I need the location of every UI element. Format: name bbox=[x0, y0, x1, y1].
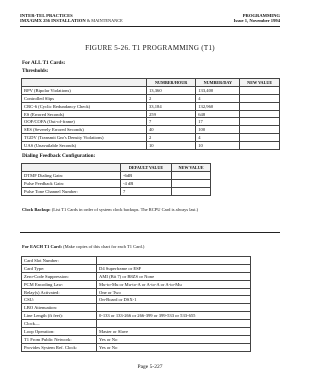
table-row bbox=[22, 320, 251, 328]
threshold-name: TGDV (Transmit Gnr's Density Violations) bbox=[22, 134, 147, 142]
field-options: Yes or No bbox=[97, 335, 251, 343]
field-label: Loop Operation: bbox=[22, 328, 97, 336]
new-value-cell bbox=[240, 110, 280, 118]
table-row bbox=[22, 304, 251, 312]
each-card-bold: T1 Card: bbox=[44, 244, 63, 249]
header-rule bbox=[20, 26, 280, 27]
field-options: 0-133 or 133-266 or 266-399 or 399-533 or 533-655 bbox=[97, 312, 251, 320]
table-row bbox=[22, 312, 251, 320]
new-value-cell bbox=[240, 94, 280, 102]
table-row bbox=[22, 257, 251, 265]
threshold-name: Controlled Slips bbox=[22, 94, 147, 102]
each-card-intro: For EACH bbox=[22, 244, 44, 249]
card-table bbox=[21, 256, 251, 352]
per-day-value: 17 bbox=[196, 118, 240, 126]
setting-name: Pulse Feedback Gain: bbox=[22, 179, 121, 187]
field-options bbox=[97, 320, 251, 328]
per-hour-value: 2 bbox=[147, 94, 196, 102]
per-day-value: 133,400 bbox=[196, 86, 240, 94]
threshold-name: CRC-6 (Cyclic Redundancy Check) bbox=[22, 102, 147, 110]
field-label: PCM Encoding Law: bbox=[22, 280, 97, 288]
setting-name: Pulse Tone Channel Number: bbox=[22, 187, 121, 195]
rule-mid bbox=[20, 232, 280, 233]
field-label: Zero-Code Suppression: bbox=[22, 272, 97, 280]
table-row bbox=[22, 264, 251, 272]
section-name: PROGRAMMING bbox=[242, 13, 280, 18]
field-label: T1 From Public Network: bbox=[22, 335, 97, 343]
each-card-heading bbox=[22, 244, 284, 250]
table-row bbox=[22, 102, 280, 110]
column-header: NEW VALUE bbox=[240, 79, 280, 87]
column-header bbox=[22, 164, 121, 172]
table-row bbox=[22, 118, 280, 126]
per-day-value: 10 bbox=[196, 142, 240, 150]
field-options: AMI (Bit 7) or B8ZS or None bbox=[97, 272, 251, 280]
field-options: Mu-to-Mu or Mu-to-A or A-to-A or A-to-Mu bbox=[97, 280, 251, 288]
field-options bbox=[97, 304, 251, 312]
column-header: NUMBER/HOUR bbox=[147, 79, 196, 87]
page-number: Page 5-227 bbox=[137, 364, 163, 370]
default-value: -6dB bbox=[121, 171, 172, 179]
table-row bbox=[22, 187, 211, 195]
field-label: Card Slot Number: bbox=[22, 257, 97, 265]
threshold-name: ES (Errored Seconds) bbox=[22, 110, 147, 118]
dialing-table bbox=[21, 163, 211, 196]
new-value-cell bbox=[240, 126, 280, 134]
table-row bbox=[22, 94, 280, 102]
field-label: Line Length (ft feet): bbox=[22, 312, 97, 320]
header-right bbox=[234, 13, 280, 24]
field-options: On-Board or DSX-1 bbox=[97, 296, 251, 304]
new-value-cell bbox=[240, 142, 280, 150]
per-day-value: 132,960 bbox=[196, 102, 240, 110]
new-value-cell bbox=[240, 86, 280, 94]
per-hour-value: 33,184 bbox=[147, 102, 196, 110]
thresholds-table bbox=[21, 78, 280, 150]
new-value-cell bbox=[172, 171, 211, 179]
threshold-name: UAS (Unavailable Seconds) bbox=[22, 142, 147, 150]
field-label: Card Type: bbox=[22, 264, 97, 272]
column-header: NUMBER/DAY bbox=[196, 79, 240, 87]
per-hour-value: 259 bbox=[147, 110, 196, 118]
field-options: Yes or No bbox=[97, 343, 251, 351]
table-row bbox=[22, 343, 251, 351]
practices-title: INTER-TEL PRACTICES bbox=[20, 13, 73, 18]
per-hour-value: 10 bbox=[147, 142, 196, 150]
table-row bbox=[22, 179, 211, 187]
threshold-name: SES (Severely Errored Seconds) bbox=[22, 126, 147, 134]
header-left bbox=[20, 13, 123, 24]
clock-backup-note bbox=[22, 207, 284, 213]
default-value: -4 dB bbox=[121, 179, 172, 187]
field-options: One or Two bbox=[97, 288, 251, 296]
table-row bbox=[22, 126, 280, 134]
table-header-row bbox=[22, 164, 211, 172]
table-row bbox=[22, 328, 251, 336]
clock-backup-text: (List T1 Cards in order of system clock backups. The RCPU Card is always last.) bbox=[51, 207, 199, 212]
dialing-heading: Dialing Feedback Configuration: bbox=[22, 153, 96, 159]
field-label: Relay(s) Activated: bbox=[22, 288, 97, 296]
issue-date: Issue 1, November 1994 bbox=[233, 18, 280, 24]
per-hour-value: 13,360 bbox=[147, 86, 196, 94]
table-row bbox=[22, 134, 280, 142]
field-options: D4 Superframe or ESF bbox=[97, 264, 251, 272]
field-options bbox=[97, 257, 251, 265]
column-header: DEFAULT VALUE bbox=[121, 164, 172, 172]
manual-title: IMX/GMX 256 INSTALLATION bbox=[20, 18, 86, 24]
new-value-cell bbox=[240, 102, 280, 110]
per-day-value: 648 bbox=[196, 110, 240, 118]
table-row bbox=[22, 296, 251, 304]
table-header-row bbox=[22, 79, 280, 87]
new-value-cell bbox=[172, 187, 211, 195]
new-value-cell bbox=[172, 179, 211, 187]
field-label: Provides System Ref. Clock: bbox=[22, 343, 97, 351]
field-options: Master or Slave bbox=[97, 328, 251, 336]
per-hour-value: 7 bbox=[147, 118, 196, 126]
threshold-name: OOF/COFA (Out-of-frame) bbox=[22, 118, 147, 126]
clock-backup-label: Clock Backup: bbox=[22, 207, 51, 212]
table-row bbox=[22, 142, 280, 150]
setting-name: DTMF Dialing Gain: bbox=[22, 171, 121, 179]
table-row bbox=[22, 335, 251, 343]
table-row bbox=[22, 280, 251, 288]
table-row bbox=[22, 86, 280, 94]
new-value-cell bbox=[240, 118, 280, 126]
threshold-name: BPV (Bipolar Violations) bbox=[22, 86, 147, 94]
figure-title: FIGURE 5-26. T1 PROGRAMMING (T1) bbox=[85, 44, 215, 52]
field-label: CSU: bbox=[22, 296, 97, 304]
per-day-value: 4 bbox=[196, 94, 240, 102]
each-card-rest: (Make copies of this chart for each T1 Card.) bbox=[63, 244, 145, 249]
thresholds-heading: Thresholds: bbox=[22, 68, 49, 74]
all-cards-heading: For ALL T1 Cards: bbox=[22, 60, 66, 66]
table-row bbox=[22, 272, 251, 280]
table-row bbox=[22, 288, 251, 296]
table-row bbox=[22, 171, 211, 179]
per-day-value: 4 bbox=[196, 134, 240, 142]
manual-title-suffix: & MAINTENANCE bbox=[86, 18, 123, 24]
field-label: Clock— bbox=[22, 320, 97, 328]
column-header: NEW VALUE bbox=[172, 164, 211, 172]
field-label: LBO Attenuation: bbox=[22, 304, 97, 312]
per-day-value: 100 bbox=[196, 126, 240, 134]
column-header bbox=[22, 79, 147, 87]
new-value-cell bbox=[240, 134, 280, 142]
table-row bbox=[22, 110, 280, 118]
per-hour-value: 40 bbox=[147, 126, 196, 134]
per-hour-value: 2 bbox=[147, 134, 196, 142]
default-value: 7 bbox=[121, 187, 172, 195]
